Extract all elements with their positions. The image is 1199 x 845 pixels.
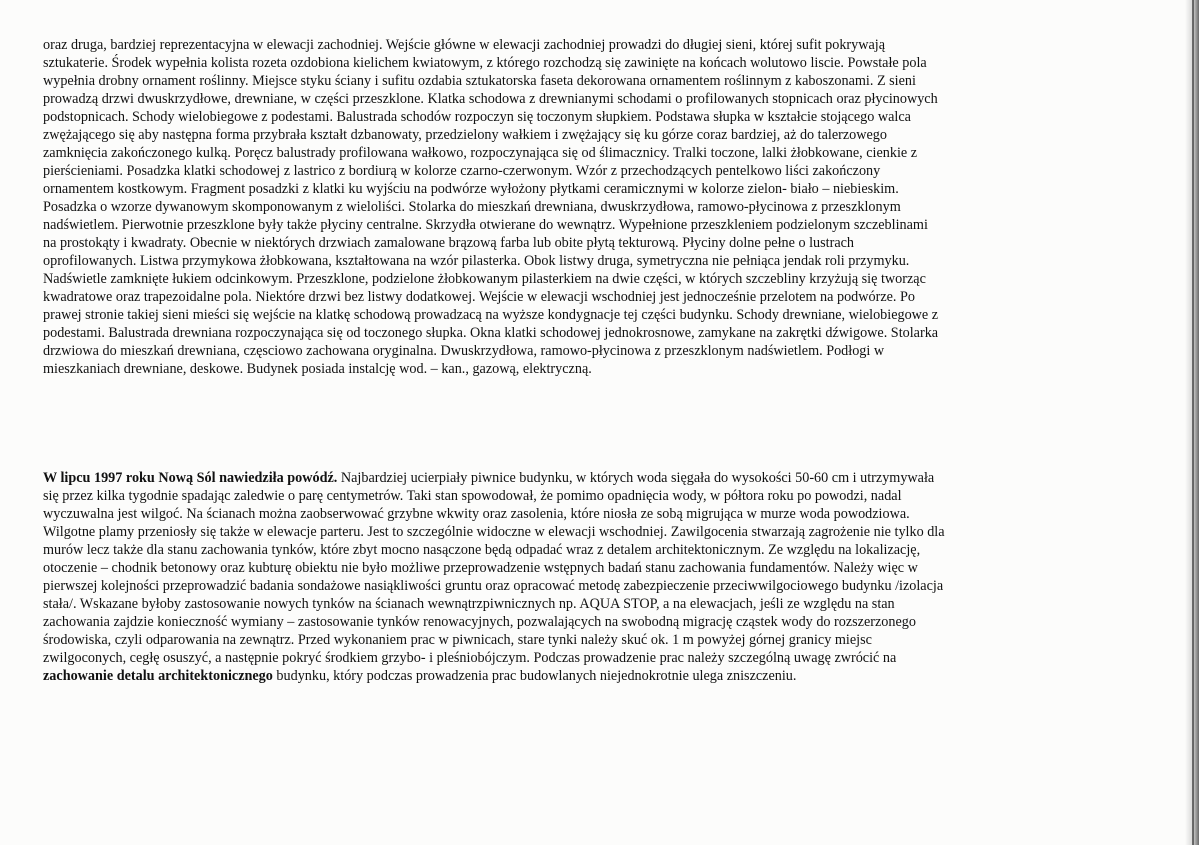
text-line: na prostokąty i kwadraty. Obecnie w niektórych drzwiach zamalowane brązową farba lub obite płytą tekturową. Płyciny dolne pełne o lustrach (43, 235, 855, 251)
text-line: środowiska, czyli odparowania na zewnątrz. Przed wykonaniem prac w piwnicach, stare tynki należy skuć ok. 1 m powyżej górnej granicy miejsc (43, 632, 872, 648)
text-line: się przez kilka tygodnie spadając zaledwie o parę centymetrów. Taki stan spowodował, że pomimo opadnięcia wody, w półtora roku po powodzi, nadal (43, 488, 902, 504)
text-line: pierścieniami. Posadzka klatki schodowej z lastrico z bordiurą w kolorze czarno-czerwonym. Wzór z przechodzących pentelkowo liści zakończony (43, 163, 881, 179)
text-line-rest: Najbardziej ucierpiały piwnice budynku, w których woda sięgała do wysokości 50-60 cm i utrzymywała (337, 470, 935, 486)
text-line: prawej stronie takiej sieni mieści się wejście na klatkę schodową prowadzacą na wyższe kondygnacje tej części budynku. Schody drewniane, wielobiegowe z (43, 307, 939, 323)
text-line: drzwiowa do mieszkań drewniana, częsciowo zachowana oryginalna. Dwuskrzydłowa, ramowo-płycinowa z przeszklonym nadświetlem. Podłogi w (43, 343, 885, 359)
text-line: podstopnicach. Schody wielobiegowe z podestami. Balustrada schodów rozpoczyn się toczonym słupkiem. Podstawa słupka w kształcie stojącego walca (43, 109, 911, 125)
text-line: Wilgotne plamy przeniosły się także w elewacje parteru. Jest to szczególnie widoczne w elewacji wschodniej. Zawilgocenia stwarzają zagrożenie nie tylko dla (43, 524, 945, 540)
flood-heading-bold: W lipcu 1997 roku Nową Sól nawiedziła powódź. (43, 470, 338, 486)
text-line: wypełnia drobny ornament roślinny. Miejsce styku ściany i sufitu ozdabia sztukatorska faseta dekorowana ornamentem roślinnym z kaboszonami. Z sieni (43, 73, 916, 89)
text-line: Posadzka o wzorze dywanowym skomponowanym z wieloliści. Stolarka do mieszkań drewniana, dwuskrzydłowa, ramowo-płycinowa z przeszklonym (43, 199, 901, 215)
text-line: oprofilowanych. Listwa przymykowa żłobkowana, kształtowana na wzór pilasterka. Obok listwy druga, symetryczna nie pełniąca jendak roli przymyku. (43, 253, 910, 269)
text-line: wyczuwalna jest wilgoć. Na ścianach można zaobserwować grzybne wkwity oraz zasolenia, które niosła ze sobą migrująca w murze woda powodziowa. (43, 506, 910, 522)
scan-edge-line (1192, 0, 1194, 845)
text-line: oraz druga, bardziej reprezentacyjna w elewacji zachodniej. Wejście główne w elewacji zachodniej prowadzi do długiej sieni, której sufit pokrywają (43, 37, 886, 53)
text-line: zachowania zajdzie konieczność wymiany – zastosowanie tynków renowacyjnych, pozwalających na swobodną migrację cząstek wody do rozszerzonego (43, 614, 916, 630)
text-line: stała/. Wskazane byłoby zastosowanie nowych tynków na ścianach wewnątrzpiwnicznych np. AQUA STOP, a na elewacjach, jeśli ze względu na stan (43, 596, 895, 612)
text-line: ornamentem kostkowym. Fragment posadzki z klatki ku wyjściu na podwórze wyłożony płytkami ceramicznymi w kolorze zielon- biało – niebieskim. (43, 181, 899, 197)
text-line: Nadświetle zamknięte łukiem odcinkowym. Przeszklone, podzielone żłobkowanym pilasterkiem na dwie części, w których szczebliny krzyżują się tworząc (43, 271, 926, 287)
text-line: zwężającego się aby następna forma przybrała kształt dzbanowaty, przedzielony wałkiem i zwężający się ku górze coraz bardziej, aż do talerzowego (43, 127, 887, 143)
text-line: pierwszej kolejności przeprowadzić badania sondażowe nasiąkliwości gruntu oraz opracować metodę zabezpieczenie przeciwwilgociowego budynku /izolacja (43, 578, 944, 594)
text-line: kwadratowe oraz trapezoidalne pola. Niektóre drzwi bez listwy dodatkowej. Wejście w elewacji wschodniej jest jednocześnie przelotem na podwórze. Po (43, 289, 915, 305)
text-line (43, 470, 934, 487)
text-line: otoczenie – chodnik betonowy oraz kubturę obiektu nie było możliwe przeprowadzenie wstępnych badań stanu zachowania fundamentów. Należy więc w (43, 560, 918, 576)
text-line: nadświetlem. Pierwotnie przeszklone były także płyciny centralne. Skrzydła otwierane do wewnątrz. Wypełnione przeszkleniem podzielonym szczeblinami (43, 217, 928, 233)
text-line: zwilgoconych, cegłę osuszyć, a następnie pokryć środkiem grzybo- i pleśniobójczym. Podczas prowadzenie prac należy szczególną uwagę zwrócić na (43, 650, 897, 666)
text-line: prowadzą drzwi dwuskrzydłowe, drewniane, w części przeszklone. Klatka schodowa z drewnianymi schodami o profilowanych stopnicach oraz płycinowych (43, 91, 938, 107)
emphasis-bold: zachowanie detalu architektonicznego (43, 668, 273, 684)
text-line: mieszkaniach drewniane, deskowe. Budynek posiada instalcję wod. – kan., gazową, elektryczną. (43, 361, 592, 377)
text-line: zamknięcia zakończonego kulką. Poręcz balustrady profilowana wałkowo, rozpoczynająca się od ślimacznicy. Tralki toczone, lalki żłobkowane, cienkie z (43, 145, 918, 161)
text-line: murów lecz także dla stanu zachowania tynków, które zbyt mocno nasączone będą odpadać wraz z detalem architektonicznym. Ze względu na lokalizację, (43, 542, 921, 558)
text-line (43, 668, 796, 685)
text-line: podestami. Balustrada drewniana rozpoczynająca się od toczonego słupka. Okna klatki schodowej jednokrosnowe, zamykane na zakrętki dźwigowe. Stolarka (43, 325, 939, 341)
text-line: sztukaterie. Środek wypełnia kolista rozeta ozdobiona kielichem kwiatowym, z którego rozchodzą się zawinięte na końcach wolutowo liscie. Powstałe pola (43, 55, 927, 71)
text-line-rest: budynku, który podczas prowadzenia prac budowlanych niejednokrotnie ulega zniszczeniu. (272, 668, 797, 684)
